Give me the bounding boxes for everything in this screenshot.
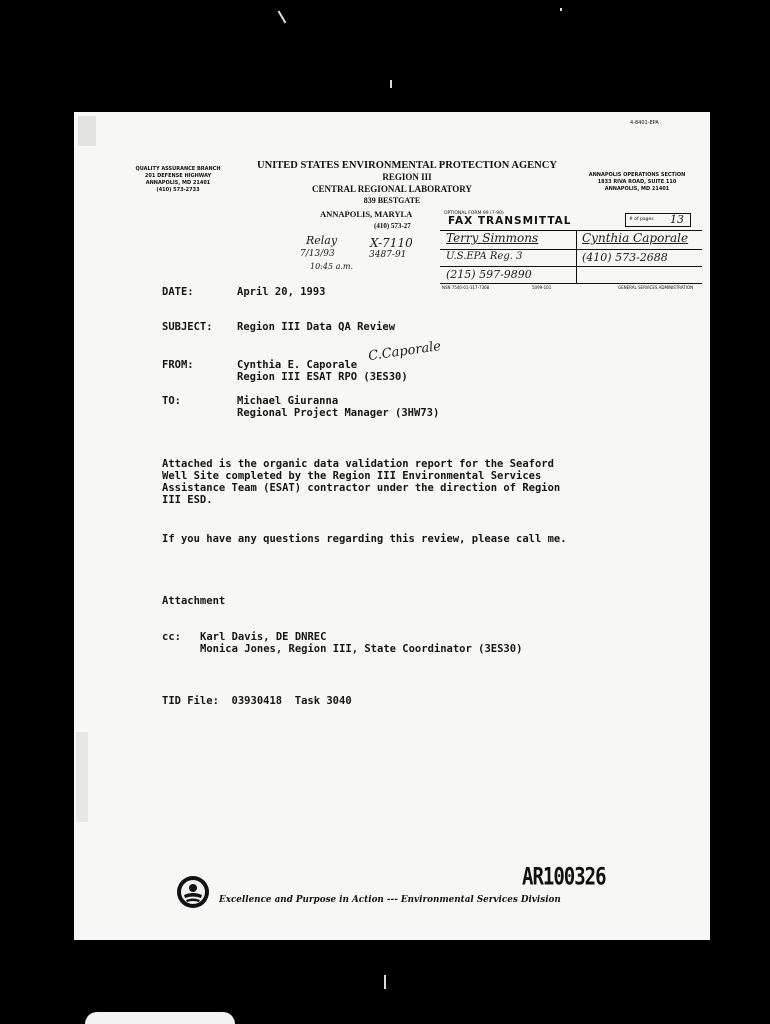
- qa-branch-address: QUALITY ASSURANCE BRANCH 201 DEFENSE HIGHWAY ANNAPOLIS, MD 21401 (410) 573-2733: [135, 166, 221, 193]
- signature: C.Caporale: [367, 338, 442, 365]
- fax-from-phone: (215) 597-9890: [446, 268, 532, 281]
- fax-pages-box: [625, 213, 691, 227]
- handwritten-note-extension: X-7110: [370, 236, 413, 250]
- letterhead: UNITED STATES ENVIRONMENTAL PROTECTION AGENCY REGION III CENTRAL REGIONAL LABORATORY 839 BESTGATE: [257, 160, 557, 205]
- from-name: Cynthia E. Caporale: [237, 359, 358, 371]
- cc-label: cc:: [162, 631, 181, 643]
- to-name: Michael Giuranna: [237, 395, 339, 407]
- epa-seal-graphic: [177, 876, 209, 908]
- handwritten-note-number: 3487-91: [369, 250, 407, 260]
- to-title: Regional Project Manager (3HW73): [237, 407, 440, 419]
- fax-rule: [440, 283, 702, 284]
- fax-memo-page: [74, 112, 710, 940]
- handwritten-note-time: 10:45 a.m.: [310, 262, 354, 271]
- fax-transmittal-form: [440, 211, 710, 293]
- date-label: DATE:: [162, 286, 194, 298]
- letterhead-phone: (410) 573-27: [374, 222, 411, 230]
- fax-to-name: Cynthia Caporale: [582, 231, 689, 245]
- fax-footer-right: GENERAL SERVICES ADMINISTRATION: [618, 285, 694, 290]
- scan-speck: [85, 1012, 235, 1024]
- to-label: TO:: [162, 395, 181, 407]
- scan-speck: [384, 975, 386, 989]
- scan-speck: [78, 116, 96, 146]
- fax-pages-label: # of pages: [629, 217, 654, 222]
- handwritten-note-relay: Relay: [306, 234, 338, 247]
- operations-address: ANNAPOLIS OPERATIONS SECTION 1833 RIVA ROAD, SUITE 110 ANNAPOLIS, MD 21401: [588, 172, 686, 192]
- attachment-line: Attachment: [162, 595, 226, 607]
- fax-footer-mid: 5099-101: [532, 285, 552, 290]
- subject-value: Region III Data QA Review: [237, 321, 396, 333]
- scan-speck: [560, 8, 562, 11]
- document-number: AR100326: [522, 863, 606, 891]
- fax-from-name: Terry Simmons: [446, 231, 539, 245]
- fax-rule: [440, 249, 702, 250]
- scan-speck: [278, 10, 287, 23]
- handwritten-note-date: 7/13/93: [300, 249, 335, 259]
- cc-recipient-1: Karl Davis, DE DNREC: [200, 631, 327, 643]
- fax-to-phone: (410) 573-2688: [582, 251, 668, 264]
- cc-recipient-2: Monica Jones, Region III, State Coordinator (3ES30): [200, 643, 523, 655]
- fax-pages-value: 13: [670, 213, 684, 226]
- fax-form-note: OPTIONAL FORM 99 (7-90): [444, 211, 504, 216]
- fax-department: U.S.EPA Reg. 3: [446, 251, 523, 262]
- memo-body: Attached is the organic data validation report for the Seaford Well Site completed by the Region III Environmental Services Assistance Team (ESAT) contractor under the direction of Region III ESD.: [162, 458, 561, 506]
- subject-label: SUBJECT:: [162, 321, 213, 333]
- scan-speck: [76, 732, 88, 822]
- corner-mark: 4-8401-EPA: [630, 120, 659, 126]
- scan-speck: [390, 80, 392, 88]
- from-office: Region III ESAT RPO (3ES30): [237, 371, 408, 383]
- epa-seal-icon: [177, 876, 209, 908]
- letterhead-city: ANNAPOLIS, MARYLA: [320, 209, 413, 219]
- fax-footer-left: NSN 7540-01-317-7368: [442, 285, 490, 290]
- footer-tagline: Excellence and Purpose in Action --- Environmental Services Division: [219, 895, 561, 905]
- fax-title: FAX TRANSMITTAL: [448, 215, 572, 227]
- questions-line: If you have any questions regarding this review, please call me.: [162, 533, 567, 545]
- fax-column-divider: [576, 230, 577, 283]
- date-value: April 20, 1993: [237, 286, 326, 298]
- fax-rule: [440, 266, 702, 267]
- tid-file-line: TID File: 03930418 Task 3040: [162, 695, 352, 707]
- from-label: FROM:: [162, 359, 194, 371]
